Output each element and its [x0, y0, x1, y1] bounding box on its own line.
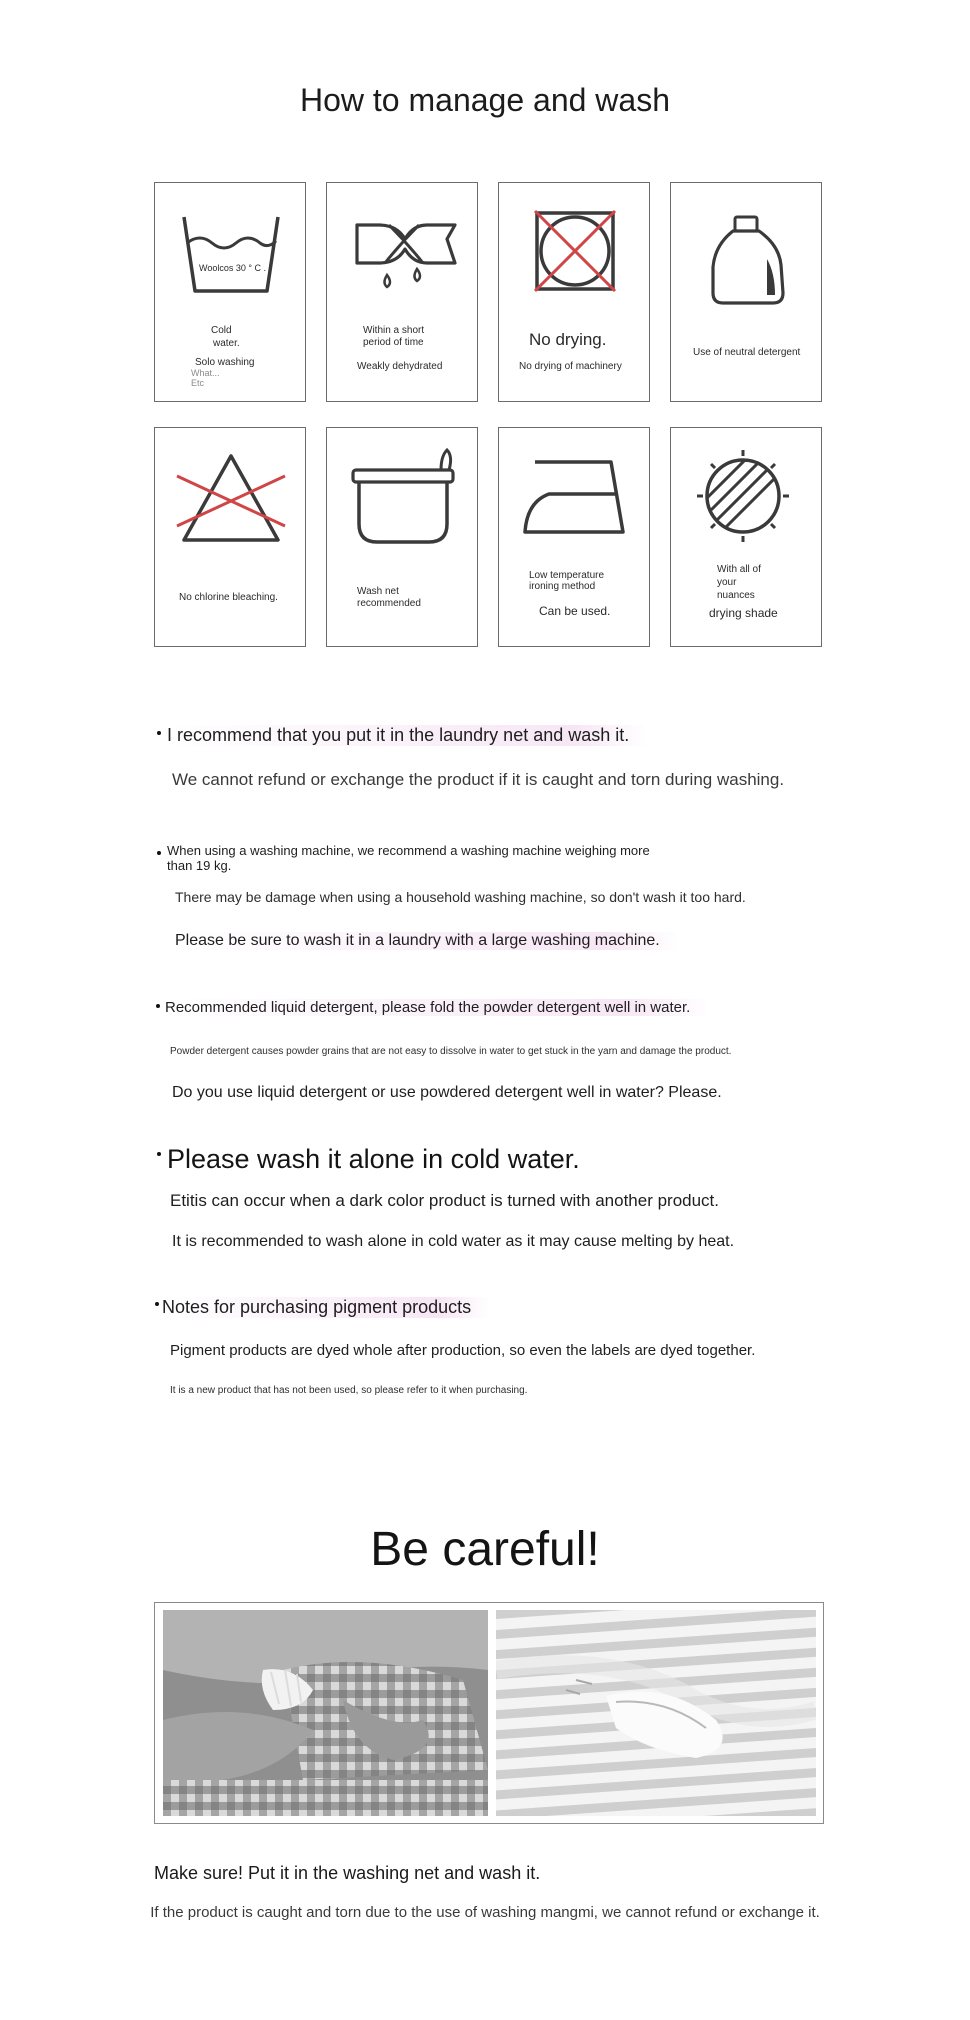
bullet-dot: [155, 1302, 159, 1306]
page-title: How to manage and wash: [300, 82, 670, 118]
torn-striped-fabric-photo: [496, 1610, 816, 1816]
section-line: We cannot refund or exchange the product if it is caught and torn during washing.: [172, 770, 785, 789]
care-card-no-drying: No drying. No drying of machinery: [498, 182, 650, 402]
section-line: Etitis can occur when a dark color product is turned with another product.: [170, 1191, 720, 1210]
section-line: Pigment products are dyed whole after production, so even the labels are dyed together.: [170, 1342, 756, 1359]
section-heading: I recommend that you put it in the laundry net and wash it.: [167, 725, 647, 746]
detergent-bottle-icon: [671, 183, 823, 403]
care-card-no-bleach: No chlorine bleaching.: [154, 427, 306, 647]
wash-net-icon: [327, 428, 479, 648]
section-heading: than 19 kg.: [167, 858, 232, 873]
wash-tub-icon: [155, 183, 307, 403]
bullet-dot: [157, 731, 161, 735]
bullet-dot: [157, 851, 161, 855]
care-card-shade-dry: With all of your nuances drying shade: [670, 427, 822, 647]
section-line: Please be sure to wash it in a laundry with a large washing machine.: [175, 932, 678, 950]
section-line: Powder detergent causes powder grains that are not easy to dissolve in water to get stuck in the yarn and damage the product.: [170, 1046, 732, 1057]
care-card-wash-net: Wash net recommended: [326, 427, 478, 647]
care-card-neutral-detergent: Use of neutral detergent: [670, 182, 822, 402]
care-card-weak-dehydrate: Within a short period of time Weakly dehydrated: [326, 182, 478, 402]
section-heading: Notes for purchasing pigment products: [162, 1297, 489, 1318]
care-card-low-temp-iron: Low temperature ironing method Can be used.: [498, 427, 650, 647]
section-line: It is recommended to wash alone in cold water as it may cause melting by heat.: [172, 1233, 735, 1250]
careful-title: Be careful!: [370, 1523, 600, 1576]
torn-plaid-fabric-photo: [163, 1610, 488, 1816]
section-line: There may be damage when using a household washing machine, so don't wash it too hard.: [175, 889, 746, 905]
careful-disclaimer: If the product is caught and torn due to the use of washing mangmi, we cannot refund or exchange it.: [150, 1904, 820, 1921]
section-line: It is a new product that has not been used, so please refer to it when purchasing.: [170, 1385, 528, 1396]
section-heading: Please wash it alone in cold water.: [167, 1144, 580, 1174]
careful-note: Make sure! Put it in the washing net and wash it.: [154, 1863, 541, 1883]
section-heading: When using a washing machine, we recommend a washing machine weighing more: [167, 843, 650, 858]
damage-photo-frame: [154, 1602, 824, 1824]
bullet-dot: [156, 1004, 160, 1008]
section-heading: Recommended liquid detergent, please fold the powder detergent well in water.: [165, 999, 708, 1016]
section-line: Do you use liquid detergent or use powdered detergent well in water? Please.: [172, 1084, 722, 1101]
bullet-dot: [157, 1152, 161, 1156]
no-bleach-icon: [155, 428, 307, 648]
care-card-cold-wash: Woolcos 30 ° C . Cold water. Solo washing What... Etc: [154, 182, 306, 402]
